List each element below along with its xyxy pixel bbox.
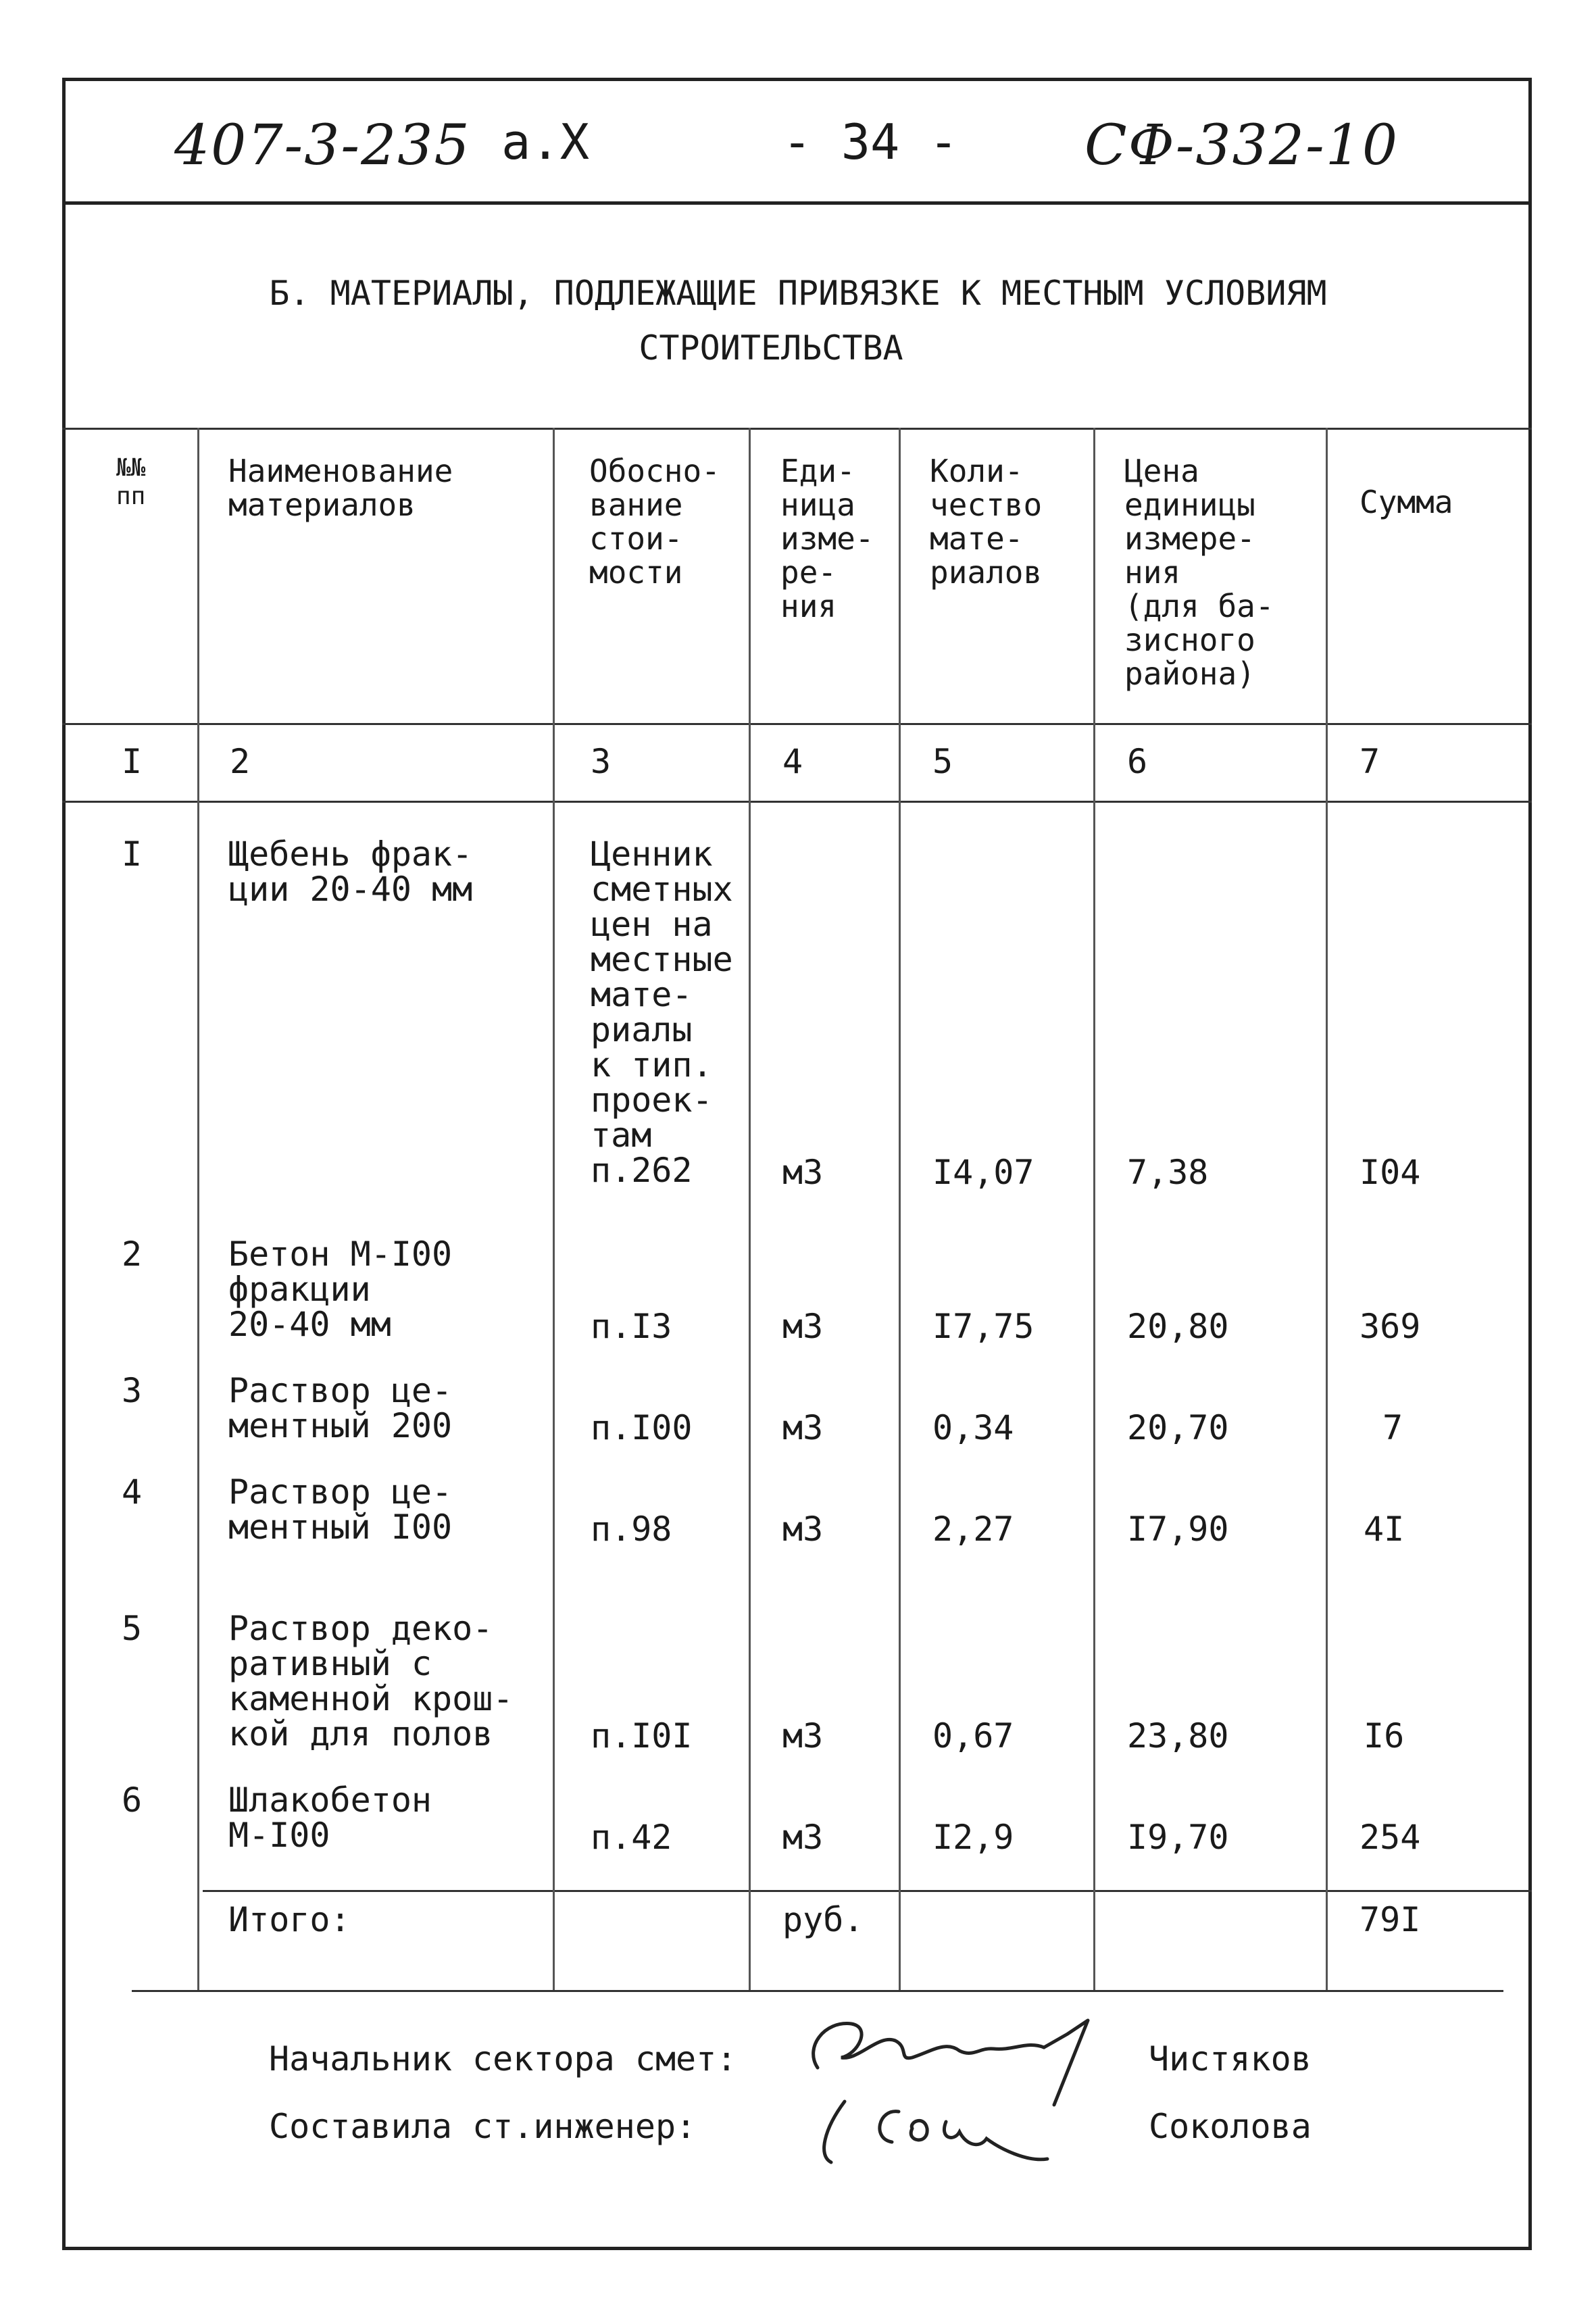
sum: 369: [1360, 1307, 1421, 1346]
price-basis: п.I00: [591, 1408, 693, 1447]
header-unit-price: Цена единицы измере- ния (для ба- зисного района): [1124, 453, 1274, 692]
colnum-2: 2: [230, 742, 251, 781]
col-divider-1: [197, 428, 199, 1990]
colnum-bottom-rule: [62, 801, 1532, 803]
material-name: Раствор деко- ративный с каменной крош- кой для полов: [228, 1609, 514, 1753]
price-basis: п.98: [591, 1510, 672, 1549]
unit: м3: [782, 1510, 824, 1549]
unit: м3: [782, 1408, 824, 1447]
col-divider-2: [553, 428, 555, 1990]
row-number: 5: [122, 1609, 143, 1648]
unit-price: 7,38: [1127, 1153, 1209, 1192]
colnum-7: 7: [1360, 742, 1380, 781]
sum: I04: [1360, 1153, 1421, 1192]
total-top-rule: [203, 1890, 1532, 1892]
col-divider-4: [899, 428, 901, 1990]
colnum-3: 3: [591, 742, 612, 781]
handwritten-signature: [777, 1993, 1155, 2216]
signature-role-head: Начальник сектора смет:: [269, 2039, 737, 2078]
unit-price: 23,80: [1127, 1716, 1229, 1756]
quantity: 0,67: [932, 1716, 1014, 1756]
row-number: I: [122, 835, 143, 874]
total-unit: руб.: [782, 1900, 864, 1939]
price-basis: п.I3: [591, 1307, 672, 1346]
signature-name-engineer: Соколова: [1149, 2107, 1312, 2146]
total-sum: 79I: [1360, 1900, 1421, 1939]
sum: 254: [1360, 1818, 1421, 1857]
project-code: 407-3-235: [174, 114, 471, 178]
unit: м3: [782, 1716, 824, 1756]
section-title: Б. МАТЕРИАЛЫ, ПОДЛЕЖАЩИЕ ПРИВЯЗКЕ К МЕСТНЫМ УСЛОВИЯМ: [269, 274, 1327, 313]
table-top-rule: [62, 428, 1532, 430]
quantity: 2,27: [932, 1510, 1014, 1549]
header-name: Наименование материалов: [228, 453, 453, 523]
unit: м3: [782, 1307, 824, 1346]
header-basis: Обосно- вание стои- мости: [589, 453, 720, 591]
page-number: - 34 -: [782, 114, 959, 170]
quantity: 0,34: [932, 1408, 1014, 1447]
col-divider-3: [749, 428, 751, 1990]
row-number: 2: [122, 1235, 143, 1274]
colnum-1: I: [122, 742, 143, 781]
table-bottom-rule: [132, 1990, 1503, 1992]
signature-name-head: Чистяков: [1149, 2039, 1312, 2078]
row-number: 4: [122, 1472, 143, 1512]
unit-price: I9,70: [1127, 1818, 1229, 1857]
unit: м3: [782, 1818, 824, 1857]
unit-price: 20,70: [1127, 1408, 1229, 1447]
unit-price: I7,90: [1127, 1510, 1229, 1549]
quantity: I7,75: [932, 1307, 1034, 1346]
colnum-5: 5: [932, 742, 953, 781]
price-basis: п.I0I: [591, 1716, 693, 1756]
material-name: Раствор це- ментный I00: [228, 1472, 453, 1547]
col-divider-5: [1093, 428, 1095, 1990]
header-no: №№ пп: [116, 454, 146, 510]
row-number: 6: [122, 1781, 143, 1820]
unit-price: 20,80: [1127, 1307, 1229, 1346]
material-name: Шлакобетон М-I00: [228, 1781, 432, 1855]
colnum-6: 6: [1127, 742, 1148, 781]
material-name: Раствор це- ментный 200: [228, 1371, 453, 1445]
quantity: I4,07: [932, 1153, 1034, 1192]
colnum-4: 4: [782, 742, 803, 781]
sum: I6: [1364, 1716, 1405, 1756]
quantity: I2,9: [932, 1818, 1014, 1857]
col-divider-6: [1326, 428, 1328, 1990]
album-label: а.Х: [501, 114, 590, 170]
header-sum: Сумма: [1360, 484, 1453, 520]
price-basis: Ценник сметных цен на местные мате- риалы к тип. проек- там п.262: [591, 835, 733, 1190]
material-name: Щебень фрак- ции 20-40 мм: [228, 835, 473, 909]
sheet-code: СФ-332-10: [1084, 114, 1399, 178]
row-number: 3: [122, 1371, 143, 1410]
material-name: Бетон М-I00 фракции 20-40 мм: [228, 1235, 453, 1344]
total-label: Итого:: [228, 1900, 351, 1939]
unit: м3: [782, 1153, 824, 1192]
signature-role-engineer: Составила ст.инженер:: [269, 2107, 697, 2146]
sum: 4I: [1364, 1510, 1405, 1549]
header-unit: Еди- ница изме- ре- ния: [780, 453, 874, 624]
header-divider: [62, 201, 1532, 205]
sum: 7: [1382, 1408, 1403, 1447]
header-quantity: Коли- чество мате- риалов: [930, 453, 1043, 591]
section-title-cont: СТРОИТЕЛЬСТВА: [639, 328, 903, 368]
price-basis: п.42: [591, 1818, 672, 1857]
header-bottom-rule: [62, 723, 1532, 725]
